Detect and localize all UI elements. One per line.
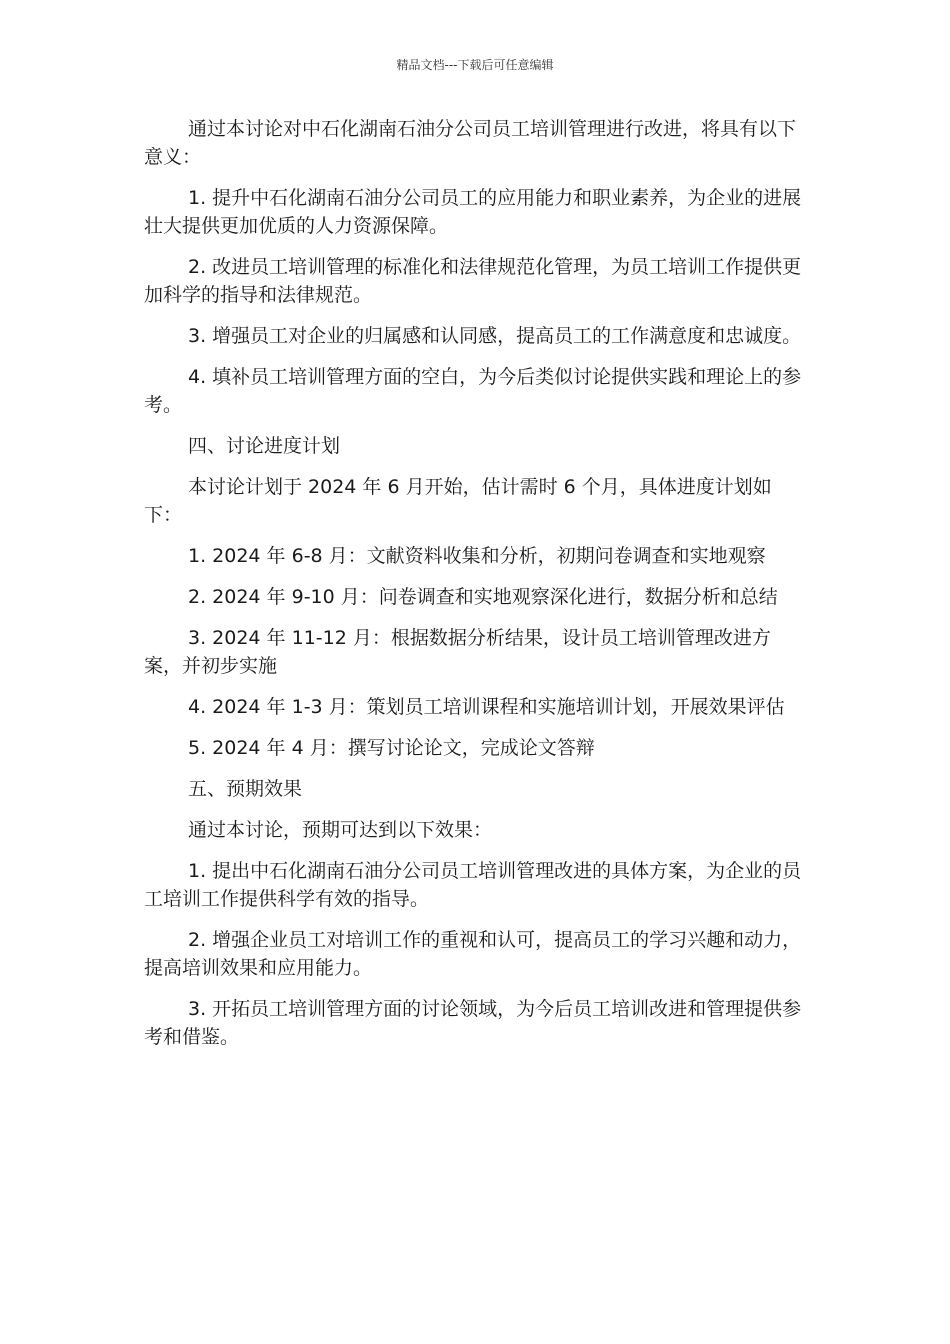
paragraph-significance-1: 1. 提升中石化湖南石油分公司员工的应用能力和职业素养，为企业的进展壮大提供更加优质的人力资源保障。 — [144, 187, 802, 237]
paragraph-schedule-2: 2. 2024 年 9-10 月：问卷调查和实地观察深化进行，数据分析和总结 — [188, 586, 778, 608]
paragraph-results-1: 1. 提出中石化湖南石油分公司员工培训管理改进的具体方案，为企业的员工培训工作提供科学有效的指导。 — [144, 860, 802, 910]
paragraph-results-intro: 通过本讨论，预期可达到以下效果： — [188, 819, 493, 841]
section-heading-schedule: 四、讨论进度计划 — [188, 435, 341, 457]
paragraph-schedule-4: 4. 2024 年 1-3 月：策划员工培训课程和实施培训计划，开展效果评估 — [188, 696, 785, 718]
paragraph-results-3: 3. 开拓员工培训管理方面的讨论领域，为今后员工培训改进和管理提供参考和借鉴。 — [144, 998, 802, 1048]
section-heading-expected-results: 五、预期效果 — [188, 778, 303, 800]
paragraph-schedule-3: 3. 2024 年 11-12 月：根据数据分析结果，设计员工培训管理改进方案，并初步实施 — [144, 627, 771, 677]
paragraph-significance-3: 3. 增强员工对企业的归属感和认同感，提高员工的工作满意度和忠诚度。 — [188, 325, 802, 347]
paragraph-schedule-intro: 本讨论计划于 2024 年 6 月开始，估计需时 6 个月，具体进度计划如下： — [144, 476, 772, 526]
paragraph-schedule-1: 1. 2024 年 6-8 月：文献资料收集和分析，初期问卷调查和实地观察 — [188, 545, 766, 567]
paragraph-significance-2: 2. 改进员工培训管理的标准化和法律规范化管理，为员工培训工作提供更加科学的指导和法律规范。 — [144, 256, 802, 306]
page-header: 精品文档---下载后可任意编辑 — [396, 58, 554, 72]
paragraph-results-2: 2. 增强企业员工对培训工作的重视和认可，提高员工的学习兴趣和动力，提高培训效果和应用能力。 — [144, 929, 802, 979]
paragraph-significance-4: 4. 填补员工培训管理方面的空白，为今后类似讨论提供实践和理论上的参考。 — [144, 366, 802, 416]
paragraph-significance-intro: 通过本讨论对中石化湖南石油分公司员工培训管理进行改进，将具有以下意义： — [144, 118, 797, 168]
paragraph-schedule-5: 5. 2024 年 4 月：撰写讨论论文，完成论文答辩 — [188, 737, 595, 759]
document-body — [144, 115, 808, 1064]
